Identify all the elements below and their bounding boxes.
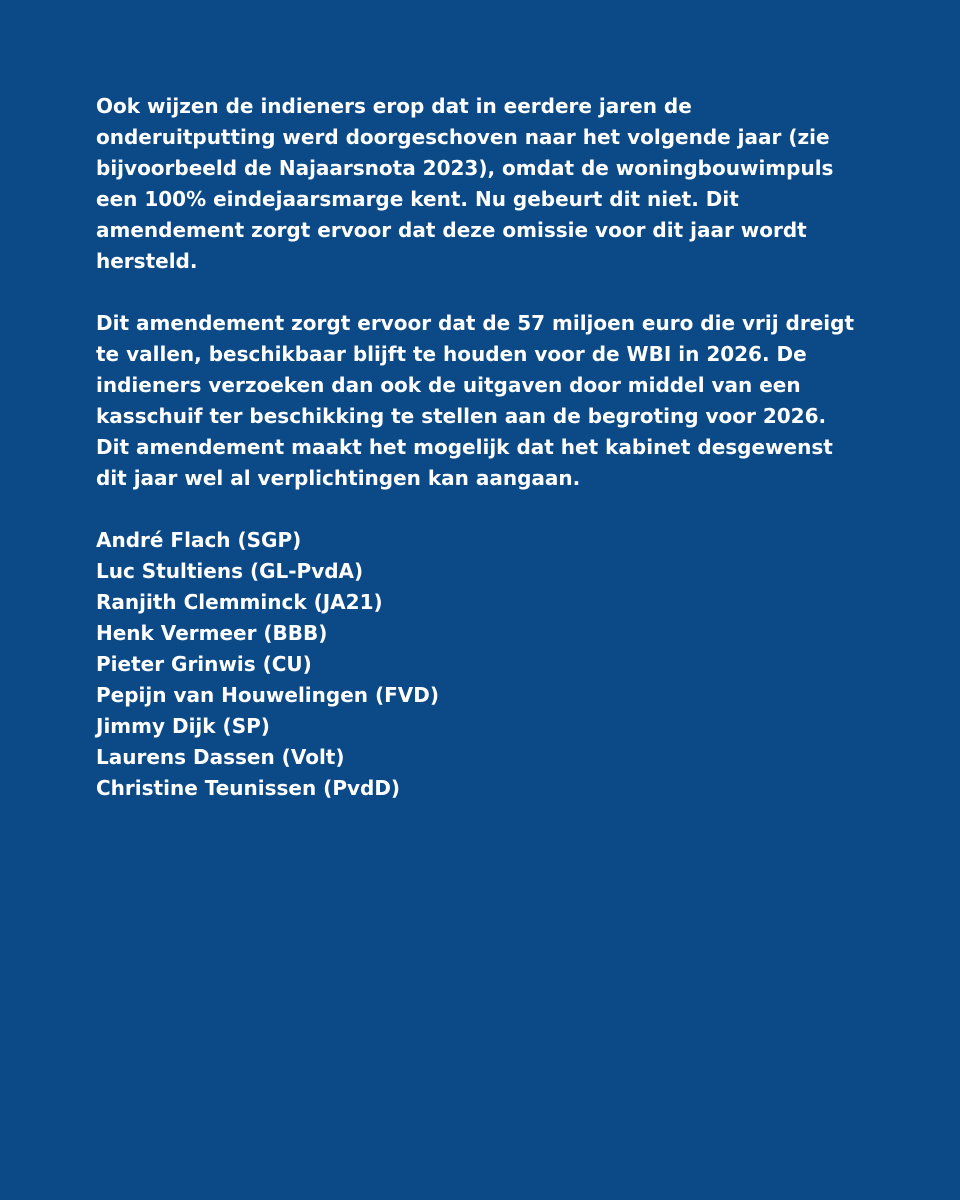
paragraph-line: te vallen, beschikbaar blijft te houden voor de WBI in 2026. De: [96, 342, 807, 366]
paragraph-line: kasschuif ter beschikking te stellen aan de begroting voor 2026.: [96, 404, 827, 428]
paragraph-line: onderuitputting werd doorgeschoven naar het volgende jaar (zie: [96, 125, 830, 149]
text-content: [96, 91, 856, 804]
signatory-list: [96, 525, 856, 804]
paragraph-line: hersteld.: [96, 249, 198, 273]
signatory-item: André Flach (SGP): [96, 528, 302, 552]
paragraph-line: Dit amendement maakt het mogelijk dat het kabinet desgewenst: [96, 435, 833, 459]
signatory-item: Christine Teunissen (PvdD): [96, 776, 401, 800]
signatory-item: Laurens Dassen (Volt): [96, 745, 345, 769]
paragraph-line: bijvoorbeeld de Najaarsnota 2023), omdat de woningbouwimpuls: [96, 156, 834, 180]
paragraph-line: een 100% eindejaarsmarge kent. Nu gebeurt dit niet. Dit: [96, 187, 739, 211]
paragraph-amendement: [96, 308, 856, 494]
signatory-item: Pepijn van Houwelingen (FVD): [96, 683, 439, 707]
paragraph-spacer: [96, 277, 856, 308]
signatory-item: Luc Stultiens (GL-PvdA): [96, 559, 364, 583]
signatory-item: Pieter Grinwis (CU): [96, 652, 312, 676]
paragraph-line: Ook wijzen de indieners erop dat in eerdere jaren de: [96, 94, 692, 118]
paragraph-line: indieners verzoeken dan ook de uitgaven door middel van een: [96, 373, 801, 397]
paragraph-line: amendement zorgt ervoor dat deze omissie voor dit jaar wordt: [96, 218, 807, 242]
paragraph-spacer: [96, 494, 856, 525]
signatory-item: Henk Vermeer (BBB): [96, 621, 328, 645]
paragraph-line: dit jaar wel al verplichtingen kan aangaan.: [96, 466, 581, 490]
signatory-item: Jimmy Dijk (SP): [96, 714, 270, 738]
paragraph-line: Dit amendement zorgt ervoor dat de 57 miljoen euro die vrij dreigt: [96, 311, 855, 335]
paragraph-onderuitputting: [96, 91, 856, 277]
signatory-item: Ranjith Clemminck (JA21): [96, 590, 383, 614]
